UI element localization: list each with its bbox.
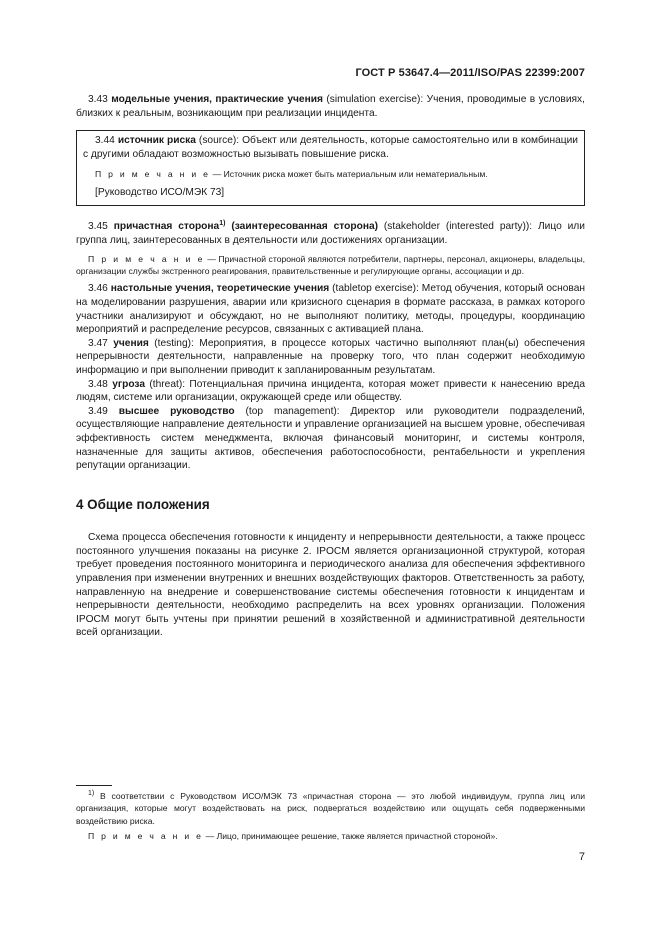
definition-number: 3.43 <box>88 94 108 105</box>
note-text: — Лицо, принимающее решение, также является причастной стороной». <box>205 831 498 842</box>
definition-number: 3.48 <box>88 378 108 390</box>
section-title: 4 Общие положения <box>76 497 210 512</box>
definition-term: настольные учения, теоретические учения <box>110 283 330 295</box>
boxed-definition-3-44 <box>76 130 585 206</box>
note-label: П р и м е ч а н и е <box>88 253 205 264</box>
note-text: — Источник риска может быть материальным или нематериальным. <box>212 169 488 180</box>
definition-term: причастная сторона <box>113 221 220 233</box>
section-body: Схема процесса обеспечения готовности к инциденту и непрерывности деятельности, а также процесс постоянного улучшения показаны на рисунке 2. IPOCM является организационной структурой, которая требует проведения постоянного мониторинга и периодического анализа для обеспечения эффективного управления при изменении внутренних и внешних воздействующих факторов. Ответственность за работу, направленную на внедрение и совершенствование системы обеспечения готовности к инцидентам и непрерывности деятельности, необходимо распределить на всех уровнях организации. Положения IPOCM могут быть учтены при принятии решений в хозяйственной и административной деятельности всей организации. <box>76 532 585 639</box>
definition-text: (testing): Мероприятия, в процессе которых частично выполняют план(ы) обеспечения непрерывности деятельности, направленные на проверку того, что план содержит необходимую информацию и при выполнении приводит к запланированным результатам. <box>76 337 585 376</box>
footnote-marker: 1) <box>88 790 95 797</box>
definition-note <box>83 168 578 180</box>
definition-number: 3.47 <box>88 337 108 349</box>
definition-number: 3.44 <box>95 135 115 147</box>
definition-term: модельные учения, практические учения <box>111 94 323 105</box>
definition-term-alt: (заинтересованная сторона) <box>231 221 379 233</box>
definition-text: (simulation exercise): Учения, проводимые в условиях, близких к реальным, возникающим при реализации инцидента. <box>76 94 585 119</box>
definition-3-47 <box>76 337 585 378</box>
footnote-text-paragraph <box>76 790 585 827</box>
definition-note <box>76 253 585 278</box>
footnote-note <box>76 830 585 842</box>
footnote <box>76 790 585 843</box>
definition-text: (threat): Потенциальная причина инцидента, которая может привести к нанесению вреда людям, системе или организации, окружающей среде или обществу. <box>76 378 585 404</box>
note-text: — Причастной стороной являются потребители, партнеры, персонал, акционеры, владельцы, организации службы экстренного реагирования, правительственные и регулирующие органы, ассоциации и др. <box>76 253 586 276</box>
definition-term: учения <box>113 337 149 349</box>
definition-3-43 <box>76 93 585 120</box>
definition-number: 3.46 <box>88 283 108 295</box>
definition-text: (top management): Директор или руководители подразделений, осуществляющие направление деятельности и управление организацией на высшем уровне, обеспечивая эффективность систем менеджмента, включая финансовый мониторинг, и системы контроля, назначенные для защиты активов, обеспечения работоспособности, рентабельности и укрепления репутации организации. <box>76 405 585 472</box>
footnote-text: В соответствии с Руководством ИСО/МЭК 73 «причастная сторона — это любой индивидуум, группа лиц или организация, которые могут воздействовать на риск, подвергаться воздействию или ощущать себя подверженными воздействию риска. <box>76 791 585 826</box>
definition-3-45 <box>76 220 585 247</box>
definition-term: высшее руководство <box>118 405 235 417</box>
definition-text: (tabletop exercise): Метод обучения, который основан на моделировании разрушения, аварии или кризисного сценария в формате рассказа, в рамках которого участники анализируют и обсуждают, но не выполняют политику, методы, процедуры, координацию мероприятий и распределение ресурсов, связанных с активацией плана. <box>76 283 585 336</box>
document-header: ГОСТ Р 53647.4—2011/ISO/PAS 22399:2007 <box>355 67 585 79</box>
note-label: П р и м е ч а н и е <box>95 169 211 180</box>
page-number: 7 <box>578 851 585 863</box>
definition-3-46 <box>76 282 585 336</box>
definition-term: источник риска <box>117 135 196 147</box>
definition-reference: [Руководство ИСО/МЭК 73] <box>95 186 225 198</box>
definition-3-44 <box>83 134 578 161</box>
definition-term: угроза <box>112 378 146 390</box>
note-label: П р и м е ч а н и е <box>88 831 204 842</box>
definition-number: 3.49 <box>88 405 108 417</box>
footnote-ref: 1) <box>219 220 226 228</box>
definition-text: (stakeholder (interested party)): Лицо или группа лиц, заинтересованных в деятельности или достижениях организации. <box>76 221 585 246</box>
definition-number: 3.45 <box>88 221 108 233</box>
definition-text: (source): Объект или деятельность, которые самостоятельно или в комбинации с другими обладают возможностью вызывать повышение риска. <box>83 135 578 160</box>
footnote-divider <box>76 785 112 786</box>
definition-3-49 <box>76 405 585 473</box>
definition-3-48 <box>76 378 585 405</box>
definitions-block <box>76 93 585 473</box>
